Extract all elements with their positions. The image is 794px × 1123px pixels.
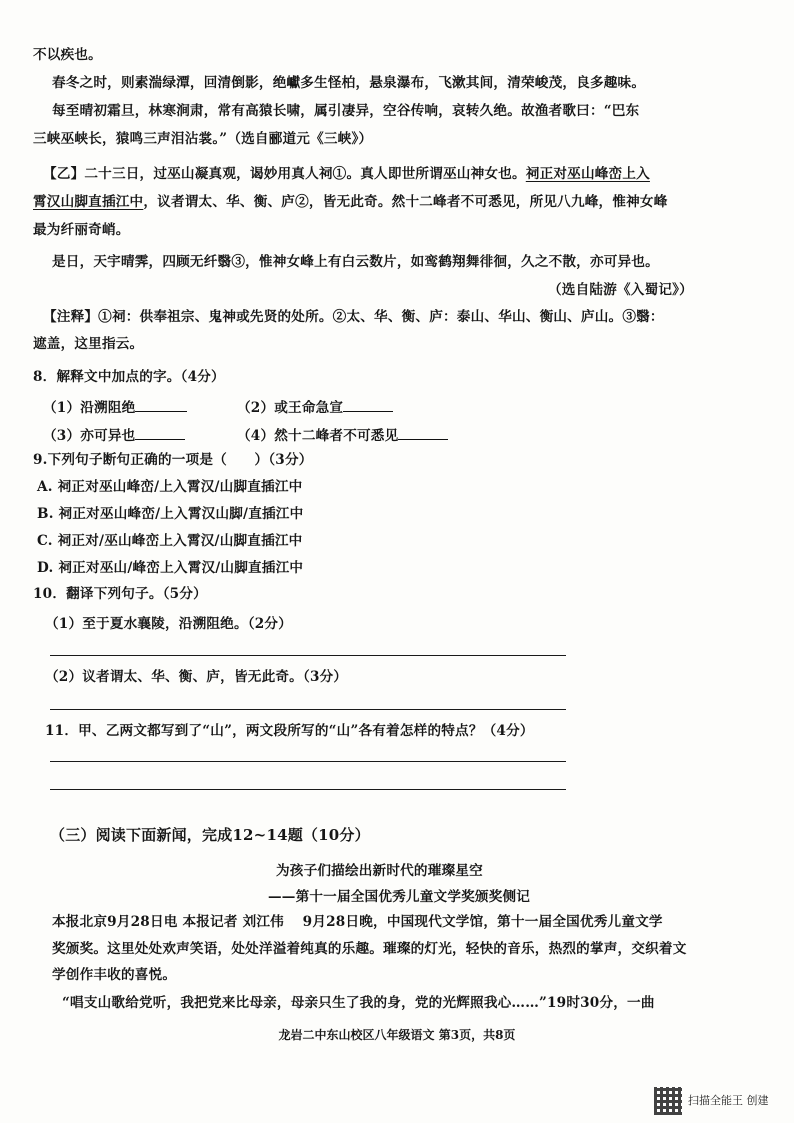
page-footer: 龙岩二中东山校区八年级语文 第3页，共8页 — [278, 1028, 516, 1042]
question-9: 9.下列句子断句正确的一项是（ ）（3分） — [33, 452, 313, 468]
passage-source: （选自陆游《入蜀记》） — [548, 282, 693, 298]
section-heading: （三）阅读下面新闻，完成12~14题（10分） — [50, 826, 370, 844]
question-11: 11．甲、乙两文都写到了“山”，两文段所写的“山”各有着怎样的特点？（4分） — [45, 723, 534, 739]
q8-item-4 — [237, 425, 448, 445]
annotation-line: 【注释】①祠：供奉祖宗、鬼神或先贤的处所。②太、华、衡、庐：泰山、华山、衡山、庐山。③翳： — [43, 309, 664, 325]
answer-line[interactable] — [50, 709, 566, 710]
passage-text: ，议者谓太、华、衡、庐②，皆无此奇。然十二峰者不可悉见，所见八九峰，惟神女峰 — [143, 194, 668, 210]
news-body-line: 本报北京9月28日电 本报记者 刘江伟 9月28日晚，中国现代文学馆，第十一届全国优秀儿童文学 — [52, 914, 663, 930]
passage-line: 最为纤丽奇峭。 — [33, 222, 130, 238]
q8-item-label: （3）亦可异也 — [43, 428, 136, 444]
passage-yi-line — [43, 165, 650, 183]
passage-text: 【乙】二十三日，过巫山凝真观，谒妙用真人祠①。真人即世所谓巫山神女也。 — [43, 166, 526, 182]
annotation-line: 遮盖，这里指云。 — [33, 336, 144, 352]
q9-option-a[interactable]: A. 祠正对巫山峰峦/上入霄汉/山脚直插江中 — [37, 479, 303, 495]
question-8: 8．解释文中加点的字。（4分） — [33, 369, 225, 385]
answer-blank[interactable] — [135, 397, 187, 412]
passage-yi-line — [33, 193, 668, 211]
scanner-watermark: 扫描全能王 创建 — [688, 1094, 769, 1107]
answer-line[interactable] — [50, 789, 566, 790]
q9-option-b[interactable]: B. 祠正对巫山峰峦/上入霄汉山脚/直插江中 — [37, 506, 304, 522]
news-body-line: 奖颁奖。这里处处欢声笑语，处处洋溢着纯真的乐趣。璀璨的灯光，轻快的音乐，热烈的掌声，交织着文 — [52, 941, 687, 957]
q9-option-c[interactable]: C. 祠正对/巫山峰峦上入霄汉/山脚直插江中 — [37, 533, 303, 549]
news-subtitle: ——第十一届全国优秀儿童文学奖颁奖侧记 — [268, 889, 531, 905]
q8-item-1 — [43, 397, 187, 417]
passage-line: 每至晴初霜旦，林寒涧肃，常有高猿长啸，属引凄异，空谷传响，哀转久绝。故渔者歌曰：“巴东 — [52, 103, 640, 119]
underlined-sentence: 祠正对巫山峰峦上入 — [525, 166, 650, 182]
passage-line: 三峡巫峡长，猿鸣三声泪沾裳。”（选自郦道元《三峡》） — [33, 131, 373, 147]
underlined-sentence: 霄汉山脚直插江中 — [33, 194, 144, 210]
qr-code-icon — [654, 1087, 682, 1115]
question-10: 10．翻译下列句子。（5分） — [33, 586, 207, 602]
news-body-line: “唱支山歌给党听，我把党来比母亲，母亲只生了我的身，党的光辉照我心……”19时30分，一曲 — [62, 995, 655, 1011]
q8-item-3 — [43, 425, 185, 445]
answer-line[interactable] — [50, 655, 566, 656]
passage-line: 春冬之时，则素湍绿潭，回清倒影，绝巘多生怪柏，悬泉瀑布，飞漱其间，清荣峻茂，良多趣味。 — [52, 75, 646, 91]
q8-item-2 — [237, 397, 393, 417]
q9-option-d[interactable]: D. 祠正对巫山/峰峦上入霄汉/山脚直插江中 — [37, 560, 304, 576]
passage-line: 不以疾也。 — [33, 47, 102, 63]
q8-item-label: （2）或王命急宣 — [237, 400, 344, 416]
news-title: 为孩子们描绘出新时代的璀璨星空 — [276, 863, 483, 879]
news-body-line: 学创作丰收的喜悦。 — [52, 967, 177, 983]
answer-blank[interactable] — [343, 397, 393, 412]
q8-item-label: （4）然十二峰者不可悉见 — [237, 428, 399, 444]
passage-line: 是日，天宇晴霁，四顾无纤翳③，惟神女峰上有白云数片，如鸾鹤翔舞徘徊，久之不散，亦可异也。 — [52, 254, 659, 270]
answer-blank[interactable] — [135, 425, 185, 440]
q10-item-2: （2）议者谓太、华、衡、庐，皆无此奇。（3分） — [45, 669, 348, 685]
answer-line[interactable] — [50, 761, 566, 762]
q10-item-1: （1）至于夏水襄陵，沿溯阻绝。（2分） — [45, 616, 293, 632]
answer-blank[interactable] — [398, 425, 448, 440]
q8-item-label: （1）沿溯阻绝 — [43, 400, 136, 416]
